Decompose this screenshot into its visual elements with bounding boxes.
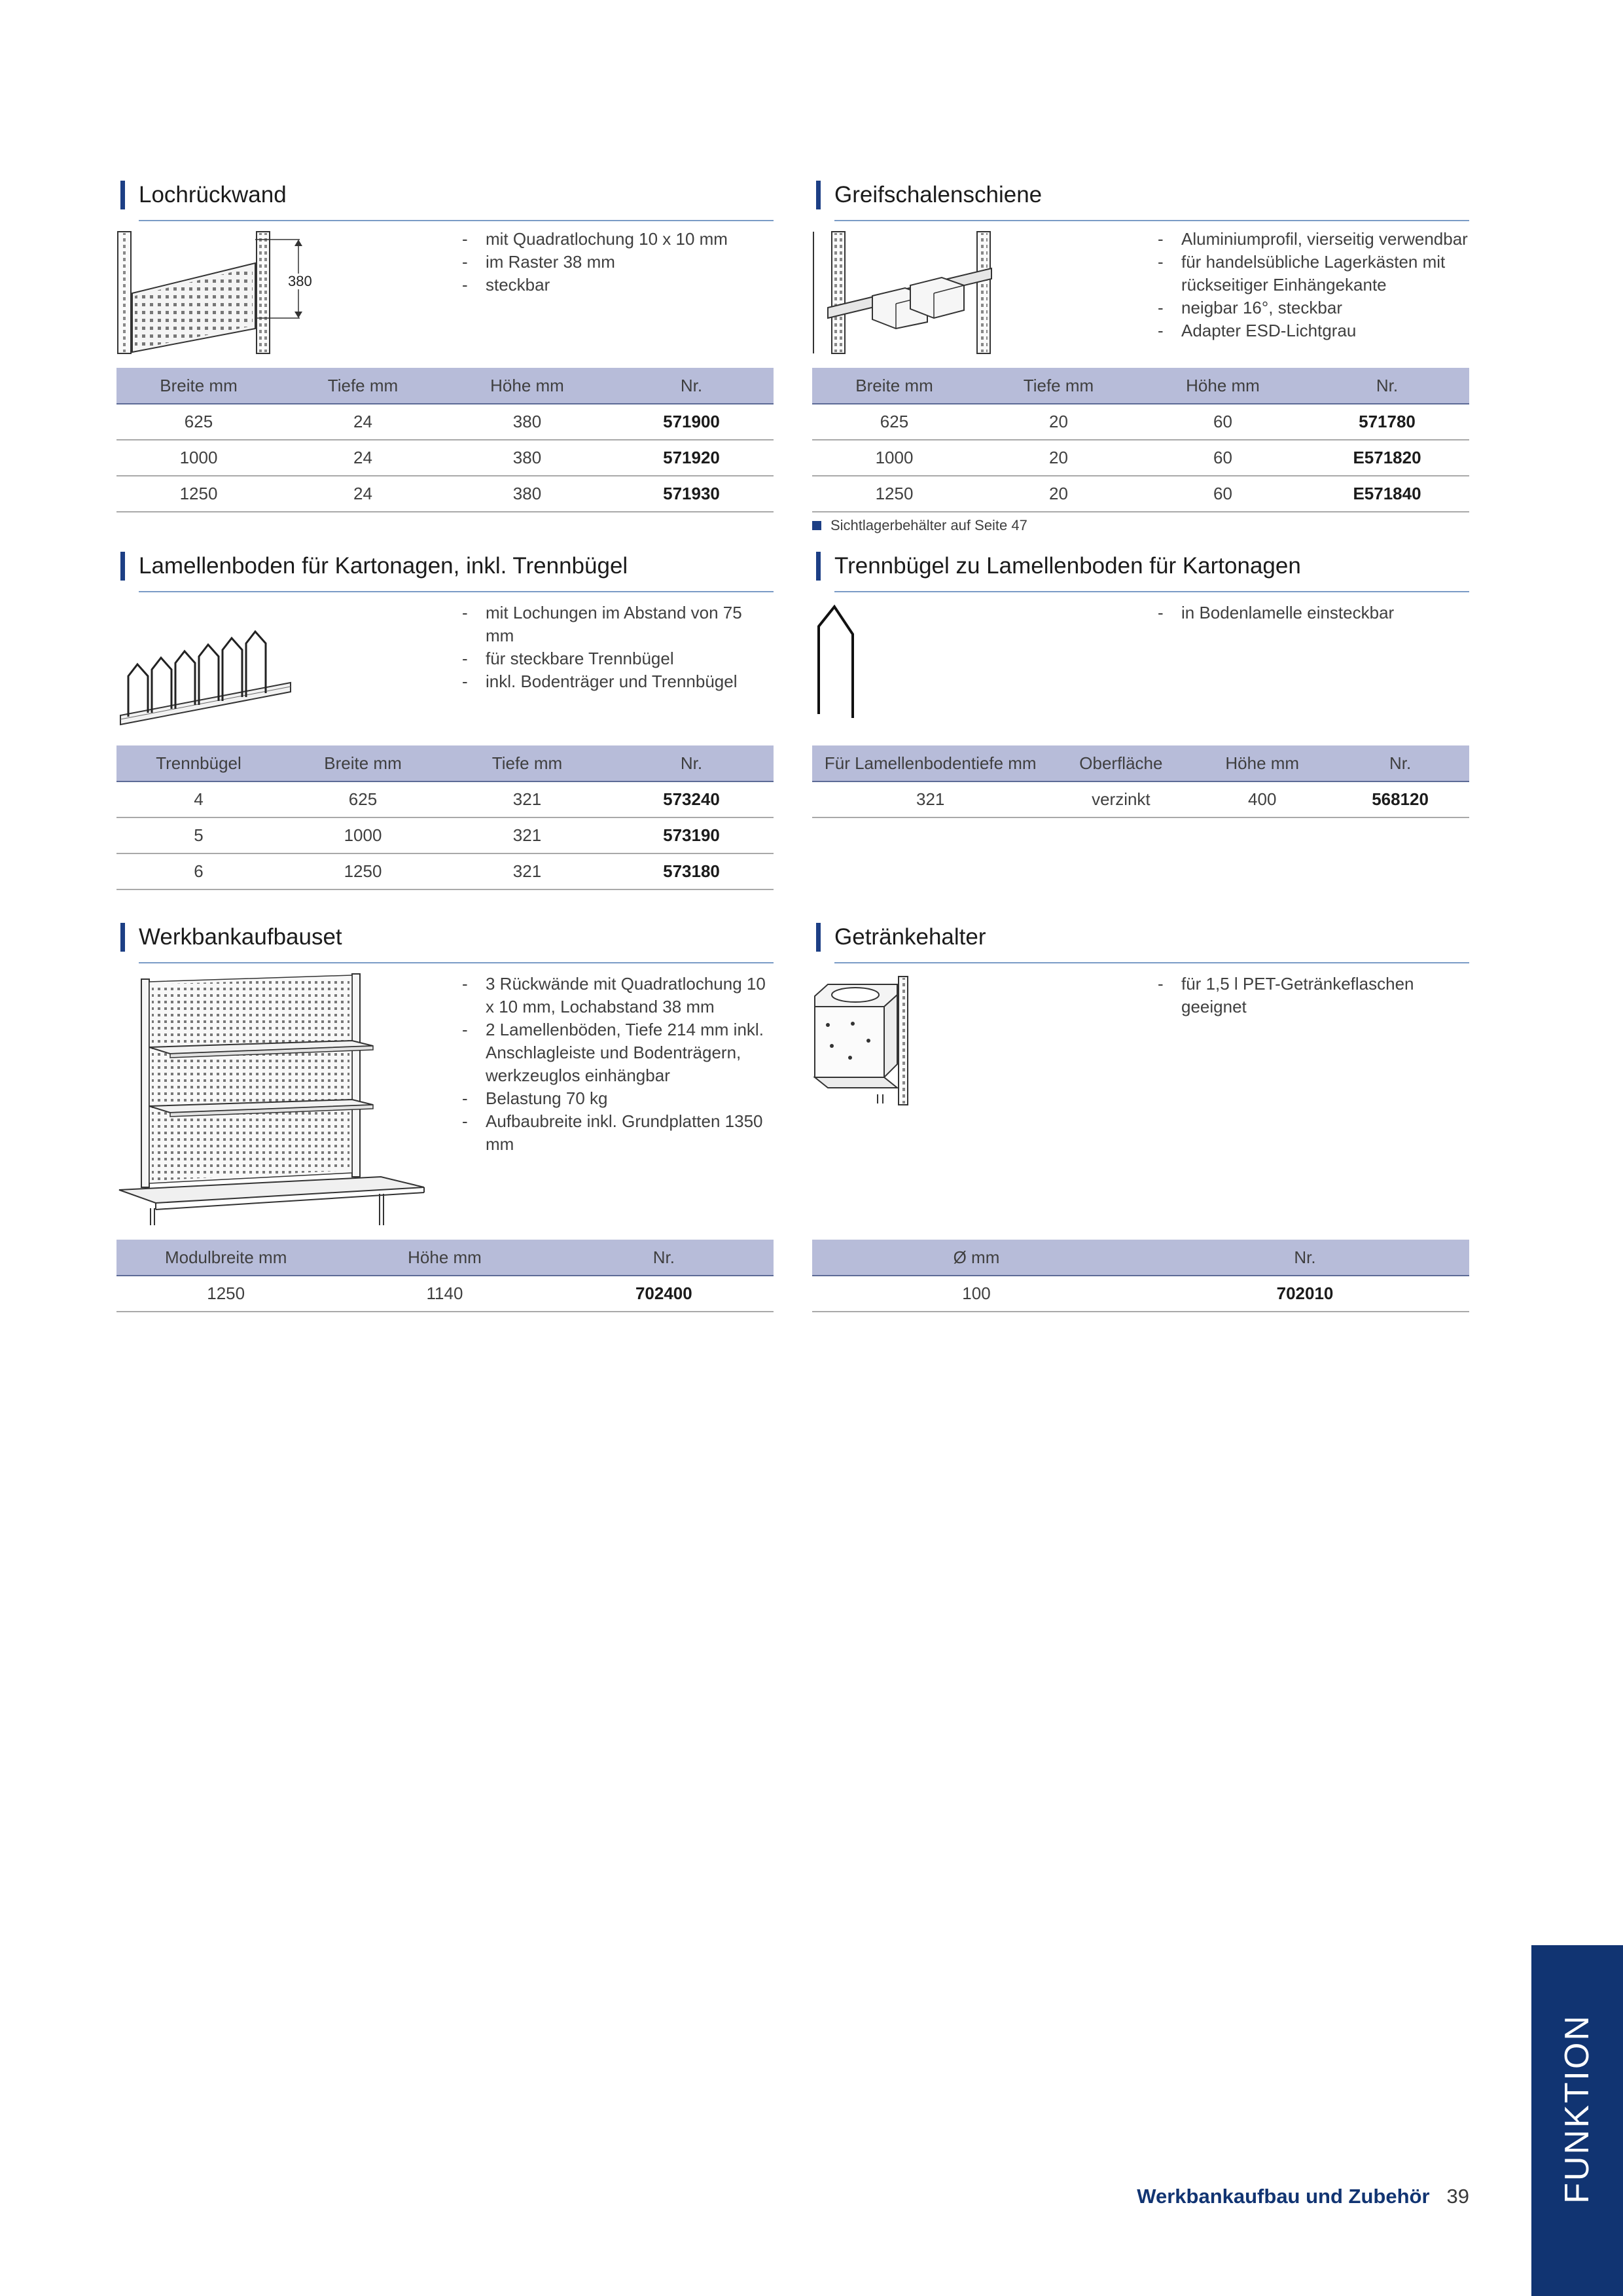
column-header: Tiefe mm [281, 368, 445, 404]
column-header: Höhe mm [1193, 745, 1331, 781]
article-number: 573190 [609, 817, 774, 853]
column-header: Tiefe mm [976, 368, 1141, 404]
table-row [116, 404, 774, 440]
article-number: 571930 [609, 476, 774, 512]
section-header [812, 923, 1469, 963]
table-header-row [812, 368, 1469, 404]
section-rule [834, 220, 1469, 221]
section-rule [139, 962, 774, 963]
table-cell: 60 [1141, 440, 1305, 476]
table-cell: 5 [116, 817, 281, 853]
table-row [812, 781, 1469, 817]
column-header: Nr. [609, 745, 774, 781]
section-header [812, 181, 1469, 221]
feature-item: - in Bodenlamelle einsteckbar [1158, 601, 1469, 624]
article-number: 571920 [609, 440, 774, 476]
table-cell: 321 [812, 781, 1048, 817]
feature-list [1158, 228, 1478, 342]
article-number: E571820 [1305, 440, 1469, 476]
feature-list [462, 601, 774, 693]
column-header: Trennbügel [116, 745, 281, 781]
table-cell: 1250 [116, 1276, 335, 1312]
table-row [116, 1276, 774, 1312]
section-title: Lamellenboden für Kartonagen, inkl. Trennbügel [139, 553, 628, 579]
divider-bracket-image [812, 601, 891, 719]
table-header-row [116, 1240, 774, 1276]
table-row [116, 440, 774, 476]
table-cell: 625 [281, 781, 445, 817]
table-cell: 6 [116, 853, 281, 889]
section-rule [834, 962, 1469, 963]
table-header-row [812, 1240, 1469, 1276]
column-header: Nr. [1141, 1240, 1469, 1276]
footer-title: Werkbankaufbau und Zubehör [1137, 2185, 1430, 2208]
table-cell: 625 [116, 404, 281, 440]
table-cell: 24 [281, 404, 445, 440]
spec-table [116, 368, 774, 512]
feature-item: - Adapter ESD-Lichtgrau [1158, 319, 1478, 342]
section-lochrueckwand [116, 181, 774, 503]
article-number: 702010 [1141, 1276, 1469, 1312]
section-accent-bar [816, 923, 821, 952]
feature-item: - 2 Lamellenböden, Tiefe 214 mm inkl. Anschlagleiste und Bodenträgern, werkzeuglos einhängbar [462, 1018, 774, 1087]
article-number: 702400 [554, 1276, 774, 1312]
column-header: Oberfläche [1048, 745, 1193, 781]
perforated-back-panel-image [116, 230, 313, 355]
table-cell: 1250 [812, 476, 976, 512]
section-lamellenboden [116, 552, 774, 881]
section-title: Trennbügel zu Lamellenboden für Kartonagen [834, 553, 1301, 579]
section-title: Werkbankaufbauset [139, 924, 342, 950]
section-accent-bar [816, 181, 821, 209]
feature-item: - Aufbaubreite inkl. Grundplatten 1350 mm [462, 1110, 774, 1156]
feature-item: - für 1,5 l PET-Getränkeflaschen geeignet [1158, 973, 1469, 1018]
table-row [116, 817, 774, 853]
table-cell: 60 [1141, 476, 1305, 512]
feature-list [1158, 973, 1469, 1018]
section-rule [139, 591, 774, 592]
column-header: Breite mm [812, 368, 976, 404]
spec-table [812, 368, 1469, 512]
table-cell: 625 [812, 404, 976, 440]
table-cell: 60 [1141, 404, 1305, 440]
table-cell: 321 [445, 781, 609, 817]
feature-item: - steckbar [462, 274, 774, 296]
feature-item: - mit Quadratlochung 10 x 10 mm [462, 228, 774, 251]
spec-table [116, 745, 774, 890]
dimension-label: 380 [288, 273, 312, 289]
table-cell: 1140 [335, 1276, 554, 1312]
article-number: E571840 [1305, 476, 1469, 512]
workbench-superstructure-image [116, 973, 431, 1228]
table-cell: verzinkt [1048, 781, 1193, 817]
spec-table [812, 745, 1469, 818]
grip-tray-rail-image [812, 230, 1008, 355]
article-number: 573180 [609, 853, 774, 889]
table-cell: 1000 [812, 440, 976, 476]
feature-item: - Belastung 70 kg [462, 1087, 774, 1110]
table-cell: 1250 [281, 853, 445, 889]
section-accent-bar [816, 552, 821, 581]
feature-item: - für handelsübliche Lagerkästen mit rückseitiger Einhängekante [1158, 251, 1478, 296]
section-accent-bar [120, 552, 125, 581]
note-text: Sichtlagerbehälter auf Seite 47 [830, 517, 1027, 533]
table-cell: 321 [445, 817, 609, 853]
section-accent-bar [120, 181, 125, 209]
feature-item: - 3 Rückwände mit Quadratlochung 10 x 10 mm, Lochabstand 38 mm [462, 973, 774, 1018]
column-header: Tiefe mm [445, 745, 609, 781]
article-number: 571900 [609, 404, 774, 440]
section-header [812, 552, 1469, 592]
table-cell: 1250 [116, 476, 281, 512]
section-greifschalenschiene [812, 181, 1469, 533]
chapter-tab-label: FUNKTION [1558, 2014, 1596, 2204]
section-rule [139, 220, 774, 221]
square-bullet-icon [812, 521, 821, 530]
bottle-holder-image [812, 975, 917, 1106]
feature-list [462, 973, 774, 1156]
column-header: Nr. [554, 1240, 774, 1276]
table-cell: 20 [976, 476, 1141, 512]
section-header [116, 552, 774, 592]
table-cell: 321 [445, 853, 609, 889]
table-row [812, 1276, 1469, 1312]
table-header-row [812, 745, 1469, 781]
article-number: 568120 [1331, 781, 1469, 817]
slatted-shelf-image [116, 604, 300, 728]
table-row [116, 781, 774, 817]
chapter-side-tab [1531, 1945, 1623, 2296]
table-row [812, 440, 1469, 476]
table-header-row [116, 368, 774, 404]
table-row [116, 853, 774, 889]
table-cell: 1000 [281, 817, 445, 853]
cross-reference-note [812, 517, 1027, 534]
feature-item: - im Raster 38 mm [462, 251, 774, 274]
table-row [812, 476, 1469, 512]
table-cell: 380 [445, 440, 609, 476]
table-header-row [116, 745, 774, 781]
table-row [116, 476, 774, 512]
section-title: Lochrückwand [139, 182, 287, 207]
table-cell: 400 [1193, 781, 1331, 817]
feature-item: - inkl. Bodenträger und Trennbügel [462, 670, 774, 693]
column-header: Höhe mm [335, 1240, 554, 1276]
feature-list [1158, 601, 1469, 624]
column-header: Nr. [1331, 745, 1469, 781]
column-header: Breite mm [116, 368, 281, 404]
table-cell: 100 [812, 1276, 1141, 1312]
column-header: Höhe mm [1141, 368, 1305, 404]
feature-item: - Aluminiumprofil, vierseitig verwendbar [1158, 228, 1478, 251]
column-header: Nr. [1305, 368, 1469, 404]
table-cell: 24 [281, 476, 445, 512]
table-cell: 4 [116, 781, 281, 817]
spec-table [812, 1240, 1469, 1312]
section-title: Getränkehalter [834, 924, 986, 950]
column-header: Modulbreite mm [116, 1240, 335, 1276]
article-number: 573240 [609, 781, 774, 817]
section-getraenkehalter [812, 923, 1469, 1303]
section-header [116, 181, 774, 221]
table-cell: 20 [976, 404, 1141, 440]
column-header: Ø mm [812, 1240, 1141, 1276]
table-cell: 380 [445, 476, 609, 512]
section-werkbankaufbauset [116, 923, 774, 1303]
column-header: Nr. [609, 368, 774, 404]
feature-item: - für steckbare Trennbügel [462, 647, 774, 670]
section-header [116, 923, 774, 963]
section-accent-bar [120, 923, 125, 952]
table-cell: 20 [976, 440, 1141, 476]
page-footer [1137, 2185, 1469, 2208]
section-rule [834, 591, 1469, 592]
spec-table [116, 1240, 774, 1312]
column-header: Für Lamellenbodentiefe mm [812, 745, 1048, 781]
table-cell: 380 [445, 404, 609, 440]
page-number: 39 [1446, 2185, 1469, 2208]
feature-item: - mit Lochungen im Abstand von 75 mm [462, 601, 774, 647]
feature-list [462, 228, 774, 296]
section-trennbuegel [812, 552, 1469, 809]
table-cell: 1000 [116, 440, 281, 476]
section-title: Greifschalenschiene [834, 182, 1043, 207]
column-header: Breite mm [281, 745, 445, 781]
column-header: Höhe mm [445, 368, 609, 404]
table-cell: 24 [281, 440, 445, 476]
article-number: 571780 [1305, 404, 1469, 440]
table-row [812, 404, 1469, 440]
feature-item: - neigbar 16°, steckbar [1158, 296, 1478, 319]
